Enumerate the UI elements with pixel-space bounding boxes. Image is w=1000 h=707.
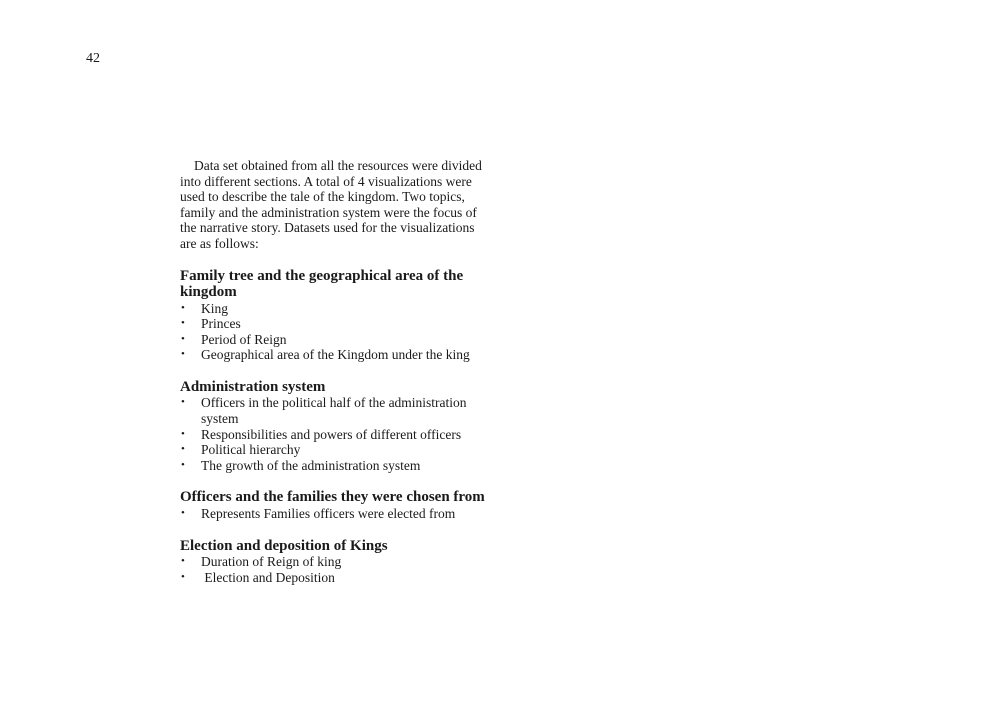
list-item: • Represents Families officers were elected from — [180, 506, 492, 522]
list-item: • Geographical area of the Kingdom under the king — [180, 347, 492, 363]
section-heading: Family tree and the geographical area of the kingdom — [180, 267, 464, 301]
list-item: • Election and Deposition — [180, 570, 492, 586]
list-item: • Duration of Reign of king — [180, 554, 492, 570]
list-item: • The growth of the administration system — [180, 458, 492, 474]
list-item: • King — [180, 301, 492, 317]
list-item: • Political hierarchy — [180, 442, 492, 458]
list-item: • Princes — [180, 316, 492, 332]
section-heading: Administration system — [180, 378, 326, 395]
document-body — [180, 158, 492, 585]
bullet-list — [180, 395, 492, 473]
section-family-tree — [180, 268, 492, 363]
list-item: • Responsibilities and powers of different officers — [180, 427, 492, 443]
section-heading: Election and deposition of Kings — [180, 537, 388, 554]
page-number: 42 — [86, 51, 100, 66]
section-administration — [180, 379, 492, 473]
bullet-list — [180, 506, 492, 522]
intro-paragraph: Data set obtained from all the resources were divided into different sections. A total of 4 visualizations were used to describe the tale of the kingdom. Two topics, family and the administration system were the focus of the narrative story. Datasets used for the visualizations are as follows: — [180, 158, 482, 251]
list-item: • Period of Reign — [180, 332, 492, 348]
list-item: • Officers in the political half of the administration system — [180, 395, 492, 426]
section-election — [180, 538, 492, 586]
bullet-list — [180, 301, 492, 363]
bullet-list — [180, 554, 492, 585]
section-heading: Officers and the families they were chosen from — [180, 489, 485, 506]
section-officers-families — [180, 489, 492, 521]
